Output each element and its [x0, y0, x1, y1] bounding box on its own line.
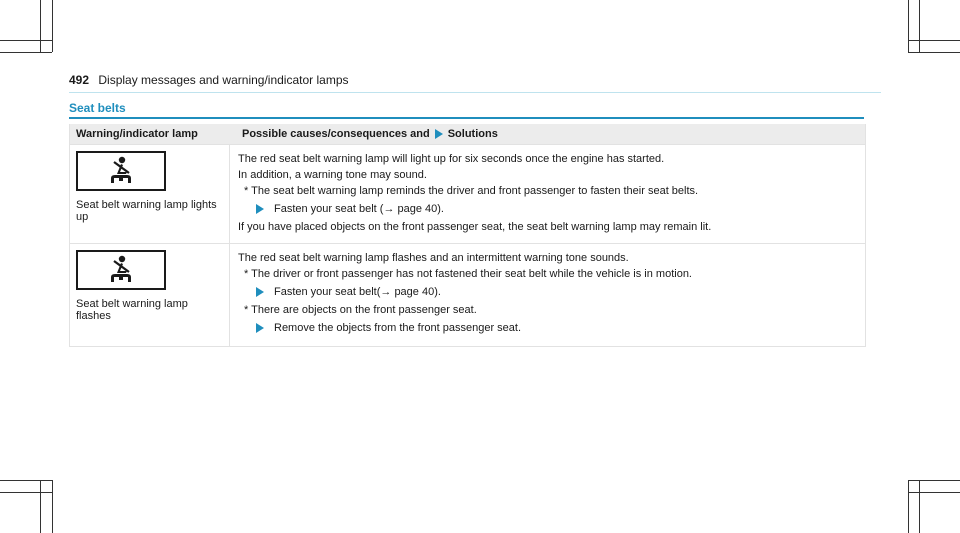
- crop-mark: [908, 480, 909, 533]
- crop-mark: [919, 480, 920, 533]
- section-divider: [69, 117, 864, 119]
- page-number: 492: [69, 73, 90, 87]
- action-step: [238, 320, 859, 336]
- section-title: Seat belts: [69, 101, 126, 115]
- crop-mark: [0, 40, 52, 41]
- lamp-cell: [70, 145, 230, 243]
- play-arrow-icon: [435, 129, 443, 139]
- play-arrow-icon: [256, 204, 264, 214]
- column-header-lamp: Warning/indicator lamp: [76, 128, 198, 140]
- action-step: [238, 201, 859, 217]
- crop-mark: [52, 480, 53, 533]
- cause-bullet: * The driver or front passenger has not fastened their seat belt while the vehicle is in motion.: [244, 268, 692, 280]
- action-text: Fasten your seat belt (→ page 40).: [274, 203, 444, 215]
- causes-cell: [230, 145, 865, 243]
- lamp-label: Seat belt warning lamp lights up: [76, 199, 217, 223]
- action-text: Remove the objects from the front passenger seat.: [274, 322, 522, 334]
- cause-bullet: * The seat belt warning lamp reminds the driver and front passenger to fasten their seat belts.: [244, 185, 699, 197]
- lamp-label: Seat belt warning lamp flashes: [76, 298, 188, 322]
- crop-mark: [908, 40, 960, 41]
- crop-mark: [908, 480, 960, 481]
- cause-text: If you have placed objects on the front passenger seat, the seat belt warning lamp may remain lit.: [238, 221, 712, 233]
- causes-cell: [230, 244, 865, 346]
- action-step: [238, 284, 859, 300]
- lamp-cell: [70, 244, 230, 346]
- cause-text: The red seat belt warning lamp will light up for six seconds once the engine has started.: [238, 153, 665, 165]
- crop-mark: [40, 0, 41, 52]
- crop-mark: [52, 0, 53, 52]
- column-header-solutions: Solutions: [447, 128, 498, 140]
- crop-mark: [908, 0, 909, 52]
- cause-text: In addition, a warning tone may sound.: [238, 169, 427, 181]
- seat-belt-icon: [76, 250, 166, 290]
- play-arrow-icon: [256, 287, 264, 297]
- crop-mark: [0, 52, 52, 53]
- crop-mark: [908, 52, 960, 53]
- action-text: Fasten your seat belt(→ page 40).: [274, 286, 441, 298]
- crop-mark: [0, 492, 52, 493]
- table-header: [70, 124, 865, 144]
- crop-mark: [40, 480, 41, 533]
- play-arrow-icon: [256, 323, 264, 333]
- header-divider: [69, 92, 881, 93]
- page-header: [69, 73, 349, 87]
- page-header-title: Display messages and warning/indicator lamps: [98, 73, 349, 87]
- table-row: [70, 144, 865, 243]
- seat-belt-icon: [76, 151, 166, 191]
- column-header-causes-text: Possible causes/consequences and: [242, 128, 430, 140]
- crop-mark: [0, 480, 52, 481]
- crop-mark: [908, 492, 960, 493]
- crop-mark: [919, 0, 920, 52]
- warning-lamp-table: [69, 124, 866, 347]
- cause-bullet: * There are objects on the front passenger seat.: [244, 304, 477, 316]
- column-header-causes: [236, 128, 865, 140]
- table-row: [70, 243, 865, 346]
- cause-text: The red seat belt warning lamp flashes and an intermittent warning tone sounds.: [238, 252, 629, 264]
